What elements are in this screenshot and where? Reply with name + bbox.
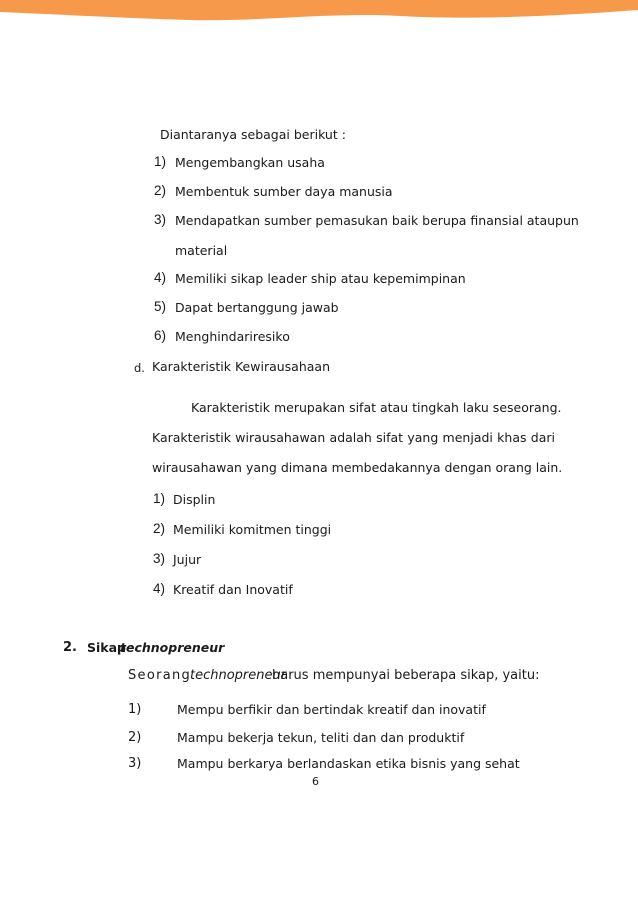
list2-num-3: 3) (153, 551, 166, 566)
list3-item-3: Mampu berkarya berlandaskan etika bisnis yang sehat (177, 756, 520, 771)
list2-item-2: Memiliki komitmen tinggi (173, 522, 332, 537)
list3-item-2: Mampu bekerja tekun, teliti dan dan produktif (177, 730, 465, 745)
list2-item-3: Jujur (173, 552, 202, 567)
list2-item-4: Kreatif dan Inovatif (173, 582, 293, 597)
list2-num-1: 1) (153, 491, 166, 506)
list2-num-4: 4) (153, 581, 166, 596)
list1-item-1: Mengembangkan usaha (175, 155, 325, 170)
list3-num-3: 3) (128, 756, 142, 771)
list1-item-5: Dapat bertanggung jawab (175, 300, 339, 315)
list1-item-6: Menghindariresiko (175, 329, 290, 344)
list1-item-4: Memiliki sikap leader ship atau kepemimpinan (175, 271, 466, 286)
heading-2-number: 2. (63, 640, 77, 655)
section-d-label: d. (134, 361, 145, 375)
list2-item-1: Displin (173, 492, 216, 507)
list1-num-5: 5) (154, 299, 167, 314)
sikap-intro-post: harus mempunyai beberapa sikap, yaitu: (272, 668, 540, 683)
list1-num-6: 6) (154, 328, 167, 343)
list1-num-4: 4) (154, 270, 167, 285)
list1-num-3: 3) (154, 212, 167, 227)
heading-2-word: Sikap (87, 640, 126, 655)
paragraph-line-3: wirausahawan yang dimana membedakannya dengan orang lain. (152, 460, 563, 475)
heading-2-italic: technopreneur (120, 640, 225, 655)
list1-item-3-cont: material (175, 243, 228, 258)
list1-num-1: 1) (154, 154, 167, 169)
sikap-intro-italic: technopreneur (190, 668, 287, 683)
list3-item-1: Mempu berfikir dan bertindak kreatif dan inovatif (177, 702, 486, 717)
paragraph-line-2: Karakteristik wirausahawan adalah sifat yang menjadi khas dari (152, 430, 555, 445)
paragraph-line-1: Karakteristik merupakan sifat atau tingkah laku seseorang. (191, 400, 562, 415)
orange-banner (0, 0, 638, 30)
list1-num-2: 2) (154, 183, 167, 198)
sikap-intro-pre: Seorang (128, 668, 192, 683)
list1-item-2: Membentuk sumber daya manusia (175, 184, 393, 199)
section-d-title: Karakteristik Kewirausahaan (152, 359, 330, 374)
list1-item-3: Mendapatkan sumber pemasukan baik berupa finansial ataupun (175, 213, 579, 228)
list2-num-2: 2) (153, 521, 166, 536)
intro-text: Diantaranya sebagai berikut : (160, 127, 346, 142)
list3-num-1: 1) (128, 702, 142, 717)
page-number: 6 (312, 775, 319, 788)
list3-num-2: 2) (128, 730, 142, 745)
